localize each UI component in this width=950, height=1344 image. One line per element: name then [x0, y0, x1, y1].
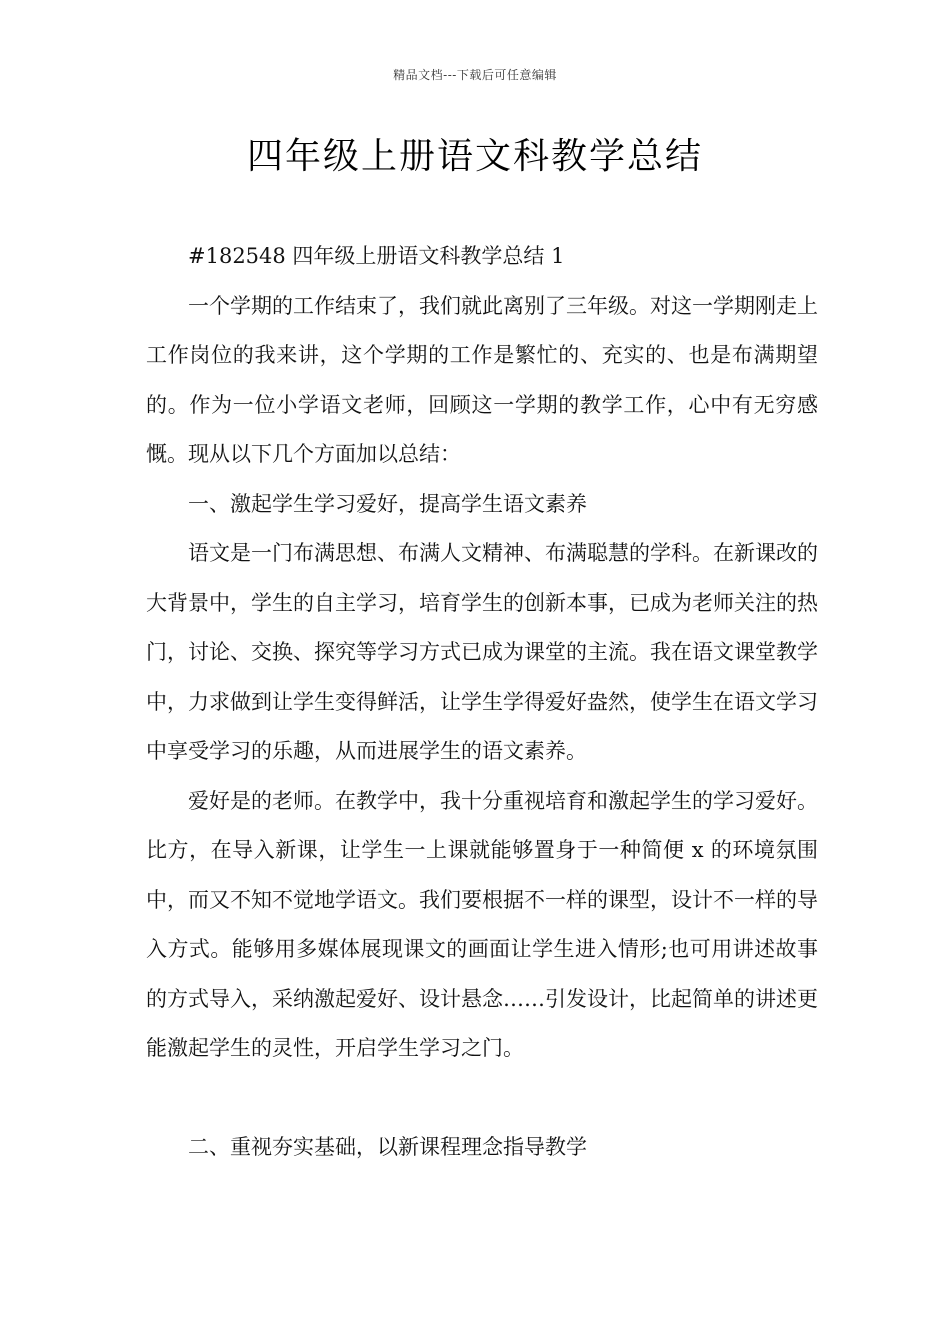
section-heading-1: 一、激起学生学习爱好，提高学生语文素养	[188, 491, 587, 516]
section-heading-2: 二、重视夯实基础，以新课程理念指导教学	[188, 1135, 587, 1159]
header-note: 精品文档---下载后可任意编辑	[393, 68, 557, 82]
document-body	[146, 232, 818, 1173]
paragraph-interest: 爱好是的老师。在教学中，我十分重视培育和激起学生的学习爱好。比方，在导入新课，让学生一上课就能够置身于一种简便 x 的环境氛围中，而又不知不觉地学语文。我们要根据不一样的课型，设计不一样的导入方式。能够用多媒体展现课文的画面让学生进入情形;也可用讲述故事的方式导入，采纳激起爱好、设计悬念……引发设计，比起简单的讲述更能激起学生的灵性，开启学生学习之门。	[146, 788, 818, 1060]
paragraph-gap	[146, 1074, 818, 1124]
doc-id-line: #182548 四年级上册语文科教学总结 1	[188, 244, 565, 268]
document-title: 四年级上册语文科教学总结	[246, 136, 703, 177]
paragraph-intro: 一个学期的工作结束了，我们就此离别了三年级。对这一学期刚走上工作岗位的我来讲，这个学期的工作是繁忙的、充实的、也是布满期望的。作为一位小学语文老师，回顾这一学期的教学工作，心中有无穷感慨。现从以下几个方面加以总结：	[146, 293, 818, 466]
paragraph-chinese-subject: 语文是一门布满思想、布满人文精神、布满聪慧的学科。在新课改的大背景中，学生的自主学习，培育学生的创新本事，已成为老师关注的热门，讨论、交换、探究等学习方式已成为课堂的主流。我在语文课堂教学中，力求做到让学生变得鲜活，让学生学得爱好盎然，使学生在语文学习中享受学习的乐趣，从而进展学生的语文素养。	[146, 541, 818, 763]
